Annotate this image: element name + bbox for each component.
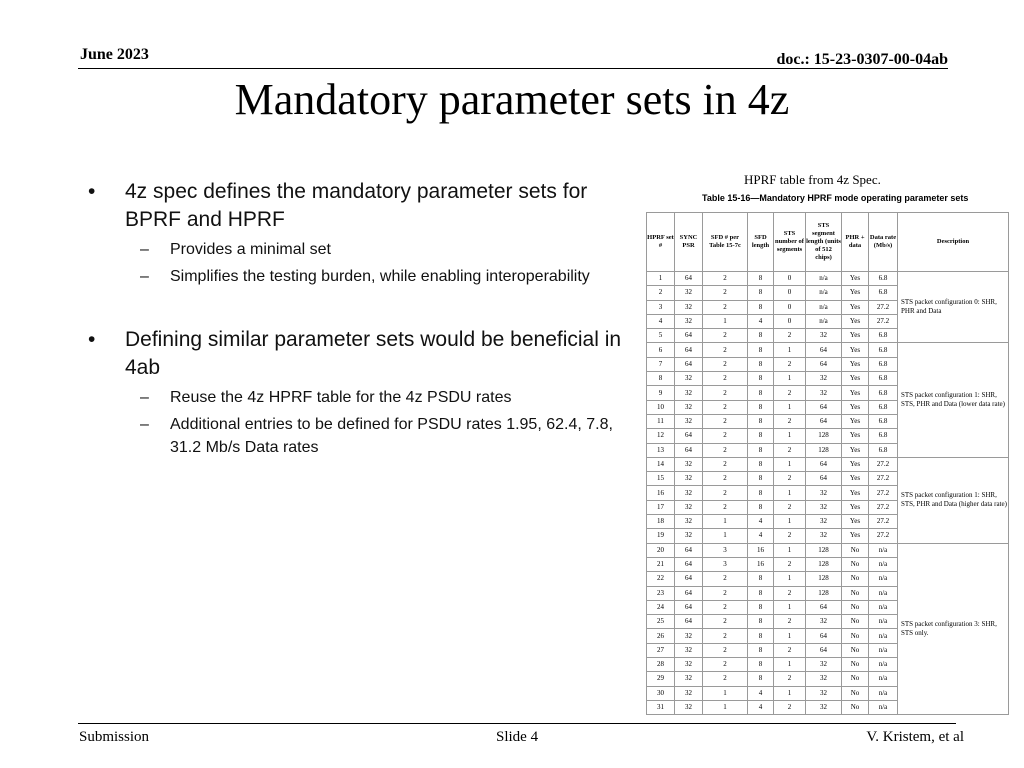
table-cell: 2 (774, 672, 806, 686)
bullet-2 (88, 326, 648, 382)
table-cell: 32 (675, 414, 703, 428)
table-cell: 30 (647, 686, 675, 700)
table-cell: 27.2 (869, 486, 898, 500)
table-cell: No (842, 572, 869, 586)
table-cell: 64 (675, 543, 703, 557)
table-cell: 64 (675, 272, 703, 286)
table-cell: 32 (806, 486, 842, 500)
table-cell: 2 (703, 300, 748, 314)
footer-author: V. Kristem, et al (866, 729, 964, 745)
table-cell: 22 (647, 572, 675, 586)
table-cell: 25 (647, 615, 675, 629)
table-cell: 27.2 (869, 515, 898, 529)
table-cell: 18 (647, 515, 675, 529)
table-cell: 3 (647, 300, 675, 314)
description-cell: STS packet configuration 1: SHR, STS, PHR and Data (higher data rate) (898, 457, 1009, 543)
table-cell: Yes (842, 500, 869, 514)
header-cell: STS segment length (units of 512 chips) (806, 213, 842, 272)
table-cell: 32 (675, 286, 703, 300)
table-cell: 32 (675, 472, 703, 486)
table-cell: 29 (647, 672, 675, 686)
table-row (647, 272, 1009, 286)
table-cell: 64 (806, 457, 842, 471)
table-cell: 8 (748, 572, 774, 586)
table-cell: 32 (675, 515, 703, 529)
table-cell: 32 (806, 686, 842, 700)
table-cell: 64 (806, 400, 842, 414)
table-cell: 7 (647, 357, 675, 371)
table-cell: 8 (748, 329, 774, 343)
table-cell: Yes (842, 429, 869, 443)
table-cell: 2 (703, 329, 748, 343)
sub-bullet-1-2 (88, 265, 648, 288)
table-cell: 17 (647, 500, 675, 514)
table-cell: 32 (675, 500, 703, 514)
table-cell: 4 (748, 515, 774, 529)
table-cell: 64 (675, 429, 703, 443)
table-cell: 32 (675, 300, 703, 314)
table-cell: 8 (647, 372, 675, 386)
table-cell: 2 (703, 615, 748, 629)
table-cell: Yes (842, 386, 869, 400)
table-cell: n/a (806, 314, 842, 328)
table-cell: 2 (703, 672, 748, 686)
table-cell: 2 (703, 457, 748, 471)
table-cell: 6.8 (869, 286, 898, 300)
table-cell: 32 (806, 700, 842, 714)
table-cell: n/a (869, 658, 898, 672)
table-cell: 2 (774, 586, 806, 600)
table-cell: 64 (675, 586, 703, 600)
table-cell: 21 (647, 557, 675, 571)
table-cell: 27.2 (869, 300, 898, 314)
table-cell: 6 (647, 343, 675, 357)
table-cell: 27.2 (869, 314, 898, 328)
table-cell: 2 (703, 500, 748, 514)
table-cell: 32 (806, 386, 842, 400)
table-cell: 32 (675, 372, 703, 386)
table-cell: 0 (774, 300, 806, 314)
sub-bullet-2-2-text: Additional entries to be defined for PSDU rates 1.95, 62.4, 7.8, 31.2 Mb/s Data rates (170, 416, 613, 456)
bullet-1-text: 4z spec defines the mandatory parameter sets for BPRF and HPRF (125, 180, 588, 231)
table-cell: 2 (703, 372, 748, 386)
table-cell: 0 (774, 314, 806, 328)
table-cell: n/a (869, 615, 898, 629)
table-cell: Yes (842, 343, 869, 357)
table-cell: 2 (774, 615, 806, 629)
sub-bullet-2-2 (88, 413, 648, 459)
table-cell: 128 (806, 429, 842, 443)
table-cell: 11 (647, 414, 675, 428)
table-cell: n/a (869, 572, 898, 586)
table-cell: n/a (869, 586, 898, 600)
table-cell: 4 (748, 314, 774, 328)
table-cell: 64 (806, 357, 842, 371)
table-cell: Yes (842, 457, 869, 471)
table-cell: 8 (748, 443, 774, 457)
table-cell: 64 (806, 629, 842, 643)
table-cell: 5 (647, 329, 675, 343)
table-cell: 2 (774, 529, 806, 543)
table-cell: 12 (647, 429, 675, 443)
table-cell: 8 (748, 658, 774, 672)
table-cell: 64 (806, 343, 842, 357)
description-cell: STS packet configuration 1: SHR, STS, PHR and Data (lower data rate) (898, 343, 1009, 457)
table-cell: 32 (806, 615, 842, 629)
bullet-dot: • (88, 328, 96, 351)
table-cell: 23 (647, 586, 675, 600)
table-cell: No (842, 686, 869, 700)
table-cell: 2 (703, 357, 748, 371)
table-cell: 1 (774, 429, 806, 443)
table-cell: 2 (647, 286, 675, 300)
table-cell: 8 (748, 300, 774, 314)
table-cell: 1 (703, 529, 748, 543)
bullet-list (88, 178, 648, 459)
table-cell: 6.8 (869, 272, 898, 286)
table-row (647, 343, 1009, 357)
table-cell: 1 (774, 629, 806, 643)
table-cell: n/a (869, 700, 898, 714)
description-cell: STS packet configuration 3: SHR, STS only. (898, 543, 1009, 715)
table-cell: n/a (869, 686, 898, 700)
table-cell: 32 (806, 672, 842, 686)
table-cell: n/a (806, 272, 842, 286)
table-cell: 15 (647, 472, 675, 486)
table-cell: 32 (675, 529, 703, 543)
bullet-2-text: Defining similar parameter sets would be beneficial in 4ab (125, 328, 622, 379)
table-cell: 32 (675, 457, 703, 471)
table-cell: Yes (842, 314, 869, 328)
table-cell: 128 (806, 543, 842, 557)
table-cell: 2 (703, 414, 748, 428)
table-cell: 8 (748, 629, 774, 643)
table-body (647, 272, 1009, 715)
table-cell: 1 (774, 515, 806, 529)
table-cell: 2 (774, 700, 806, 714)
table-cell: No (842, 700, 869, 714)
table-cell: 2 (703, 386, 748, 400)
table-cell: 32 (806, 658, 842, 672)
table-cell: 4 (748, 686, 774, 700)
table-cell: 31 (647, 700, 675, 714)
table-cell: n/a (869, 672, 898, 686)
footer-submission: Submission (79, 729, 150, 745)
table-cell: 8 (748, 343, 774, 357)
table-cell: Yes (842, 472, 869, 486)
table-cell: 6.8 (869, 414, 898, 428)
table-cell: 1 (774, 543, 806, 557)
sub-bullet-dash: – (140, 268, 149, 285)
table-cell: No (842, 629, 869, 643)
table-cell: 20 (647, 543, 675, 557)
table-cell: 9 (647, 386, 675, 400)
table-row (647, 457, 1009, 471)
table-cell: 8 (748, 615, 774, 629)
table-header-row (647, 213, 1009, 272)
table-cell: 27.2 (869, 500, 898, 514)
table-cell: 3 (703, 557, 748, 571)
header-cell: SYNC PSR (675, 213, 703, 272)
table-cell: 6.8 (869, 357, 898, 371)
table-cell: 128 (806, 586, 842, 600)
description-cell: STS packet configuration 0: SHR, PHR and Data (898, 272, 1009, 343)
table-cell: 2 (703, 586, 748, 600)
table-cell: 1 (774, 400, 806, 414)
table-cell: 8 (748, 386, 774, 400)
sub-bullet-1-2-text: Simplifies the testing burden, while enabling interoperability (170, 268, 590, 285)
header-cell: PHR + data (842, 213, 869, 272)
table-cell: 8 (748, 586, 774, 600)
table-cell: 6.8 (869, 443, 898, 457)
table-cell: Yes (842, 486, 869, 500)
table-cell: 2 (703, 400, 748, 414)
footer-slide-number: Slide 4 (496, 729, 539, 745)
table-cell: 2 (703, 629, 748, 643)
table-cell: 64 (675, 572, 703, 586)
table-cell: 128 (806, 443, 842, 457)
table-cell: 32 (675, 400, 703, 414)
sub-bullet-dash: – (140, 241, 149, 258)
table-cell: 1 (703, 700, 748, 714)
sub-bullet-2-1 (88, 386, 648, 409)
table-cell: 32 (675, 486, 703, 500)
table-cell: Yes (842, 400, 869, 414)
table-cell: 16 (748, 543, 774, 557)
table-cell: 8 (748, 643, 774, 657)
slide-title: Mandatory parameter sets in 4z (234, 75, 790, 124)
header-cell: HPRF set # (647, 213, 675, 272)
table-cell: 64 (675, 357, 703, 371)
table-cell: 32 (806, 329, 842, 343)
sub-bullet-dash: – (140, 416, 149, 433)
table-cell: 1 (703, 515, 748, 529)
table-cell: 8 (748, 357, 774, 371)
table-cell: 64 (675, 557, 703, 571)
table-cell: No (842, 658, 869, 672)
table-cell: 8 (748, 672, 774, 686)
table-cell: 2 (774, 557, 806, 571)
table-cell: 64 (675, 329, 703, 343)
table-cell: 64 (675, 343, 703, 357)
table-cell: 2 (774, 357, 806, 371)
table-cell: 28 (647, 658, 675, 672)
table-cell: 32 (806, 500, 842, 514)
table-cell: 64 (675, 615, 703, 629)
table-cell: 2 (774, 386, 806, 400)
table-cell: 27.2 (869, 472, 898, 486)
table-cell: 4 (647, 314, 675, 328)
table-row (647, 543, 1009, 557)
table-cell: 0 (774, 286, 806, 300)
table-cell: 13 (647, 443, 675, 457)
table-cell: 2 (703, 472, 748, 486)
table-cell: Yes (842, 272, 869, 286)
table-cell: 64 (806, 414, 842, 428)
table-cell: n/a (869, 600, 898, 614)
table-cell: No (842, 643, 869, 657)
table-cell: 1 (774, 686, 806, 700)
table-cell: 16 (748, 557, 774, 571)
sub-bullet-dash: – (140, 389, 149, 406)
table-cell: 1 (774, 372, 806, 386)
table-cell: 32 (675, 643, 703, 657)
table-cell: 4 (748, 529, 774, 543)
table-cell: 2 (703, 486, 748, 500)
table-cell: 8 (748, 472, 774, 486)
table-cell: Yes (842, 529, 869, 543)
table-cell: 6.8 (869, 329, 898, 343)
table-cell: 1 (774, 658, 806, 672)
table-cell: 64 (675, 443, 703, 457)
table-cell: Yes (842, 414, 869, 428)
table-cell: 2 (774, 472, 806, 486)
table-cell: 26 (647, 629, 675, 643)
table-cell: 2 (703, 272, 748, 286)
table-cell: 2 (703, 429, 748, 443)
table-cell: 32 (675, 314, 703, 328)
sub-bullet-1-1 (88, 238, 648, 261)
header-date: June 2023 (80, 46, 149, 63)
table-cell: 2 (774, 329, 806, 343)
table-cell: 2 (774, 500, 806, 514)
table-cell: 6.8 (869, 400, 898, 414)
table-cell: 6.8 (869, 429, 898, 443)
table-cell: n/a (806, 300, 842, 314)
header-cell: Description (898, 213, 1009, 272)
table-cell: 8 (748, 272, 774, 286)
table-cell: No (842, 615, 869, 629)
table-cell: 2 (703, 572, 748, 586)
table-cell: 8 (748, 286, 774, 300)
table-cell: 8 (748, 600, 774, 614)
bullet-1 (88, 178, 648, 234)
table-cell: 64 (806, 600, 842, 614)
table-cell: 2 (703, 443, 748, 457)
table-cell: 4 (748, 700, 774, 714)
header-divider (78, 68, 948, 69)
table-cell: 6.8 (869, 386, 898, 400)
table-cell: Yes (842, 372, 869, 386)
table-cell: 32 (675, 686, 703, 700)
table-cell: 32 (675, 386, 703, 400)
table-cell: 8 (748, 457, 774, 471)
table-cell: No (842, 672, 869, 686)
table-cell: 1 (774, 486, 806, 500)
table-cell: 3 (703, 543, 748, 557)
table-cell: 128 (806, 572, 842, 586)
table-cell: Yes (842, 286, 869, 300)
table-cell: 0 (774, 272, 806, 286)
table-cell: 2 (703, 600, 748, 614)
table-cell: 64 (806, 472, 842, 486)
table-cell: 14 (647, 457, 675, 471)
table-cell: 32 (806, 515, 842, 529)
table-cell: 24 (647, 600, 675, 614)
table-cell: No (842, 557, 869, 571)
sub-bullet-1-1-text: Provides a minimal set (170, 241, 331, 258)
table-cell: 32 (675, 672, 703, 686)
table-cell: 64 (675, 600, 703, 614)
table-cell: 2 (703, 643, 748, 657)
table-cell: 2 (703, 286, 748, 300)
header-doc-id: doc.: 15-23-0307-00-04ab (776, 51, 948, 68)
header-cell: SFD length (748, 213, 774, 272)
table-cell: Yes (842, 357, 869, 371)
table-cell: 6.8 (869, 372, 898, 386)
table-cell: 1 (774, 343, 806, 357)
header-cell: SFD # per Table 15-7c (703, 213, 748, 272)
table-cell: 1 (774, 600, 806, 614)
figure-caption: HPRF table from 4z Spec. (744, 172, 881, 187)
table-cell: 8 (748, 400, 774, 414)
table-cell: 64 (806, 643, 842, 657)
table-cell: 27.2 (869, 457, 898, 471)
table-cell: Yes (842, 329, 869, 343)
table-cell: Yes (842, 443, 869, 457)
table-cell: 8 (748, 429, 774, 443)
table-caption: Table 15-16—Mandatory HPRF mode operating parameter sets (702, 193, 969, 203)
bullet-dot: • (88, 180, 96, 203)
table-cell: No (842, 600, 869, 614)
table-cell: n/a (806, 286, 842, 300)
table-cell: 6.8 (869, 343, 898, 357)
table-cell: No (842, 586, 869, 600)
table-cell: 2 (703, 343, 748, 357)
table-cell: No (842, 543, 869, 557)
table-cell: 1 (647, 272, 675, 286)
table-cell: 32 (675, 700, 703, 714)
table-cell: Yes (842, 515, 869, 529)
footer-divider (78, 723, 956, 724)
table-cell: 2 (774, 414, 806, 428)
table-cell: 32 (675, 658, 703, 672)
hprf-parameter-table (646, 212, 1009, 715)
table-cell: 1 (703, 314, 748, 328)
table-cell: n/a (869, 643, 898, 657)
table-cell: 19 (647, 529, 675, 543)
sub-bullet-2-1-text: Reuse the 4z HPRF table for the 4z PSDU rates (170, 389, 512, 406)
table-cell: 1 (774, 457, 806, 471)
table-cell: 1 (703, 686, 748, 700)
table-cell: 27.2 (869, 529, 898, 543)
table-cell: n/a (869, 557, 898, 571)
table-cell: 16 (647, 486, 675, 500)
table-cell: 10 (647, 400, 675, 414)
table-cell: 2 (703, 658, 748, 672)
table-cell: 32 (806, 529, 842, 543)
header-cell: Data rate (Mb/s) (869, 213, 898, 272)
header-cell: STS number of segments (774, 213, 806, 272)
table-cell: 32 (675, 629, 703, 643)
table-cell: 8 (748, 372, 774, 386)
table-cell: 27 (647, 643, 675, 657)
table-cell: 2 (774, 643, 806, 657)
table-cell: 32 (806, 372, 842, 386)
table-cell: 8 (748, 486, 774, 500)
table-cell: 2 (774, 443, 806, 457)
table-cell: 128 (806, 557, 842, 571)
table-cell: 8 (748, 500, 774, 514)
table-cell: n/a (869, 543, 898, 557)
table-cell: n/a (869, 629, 898, 643)
table-cell: 8 (748, 414, 774, 428)
table-cell: Yes (842, 300, 869, 314)
table-cell: 1 (774, 572, 806, 586)
